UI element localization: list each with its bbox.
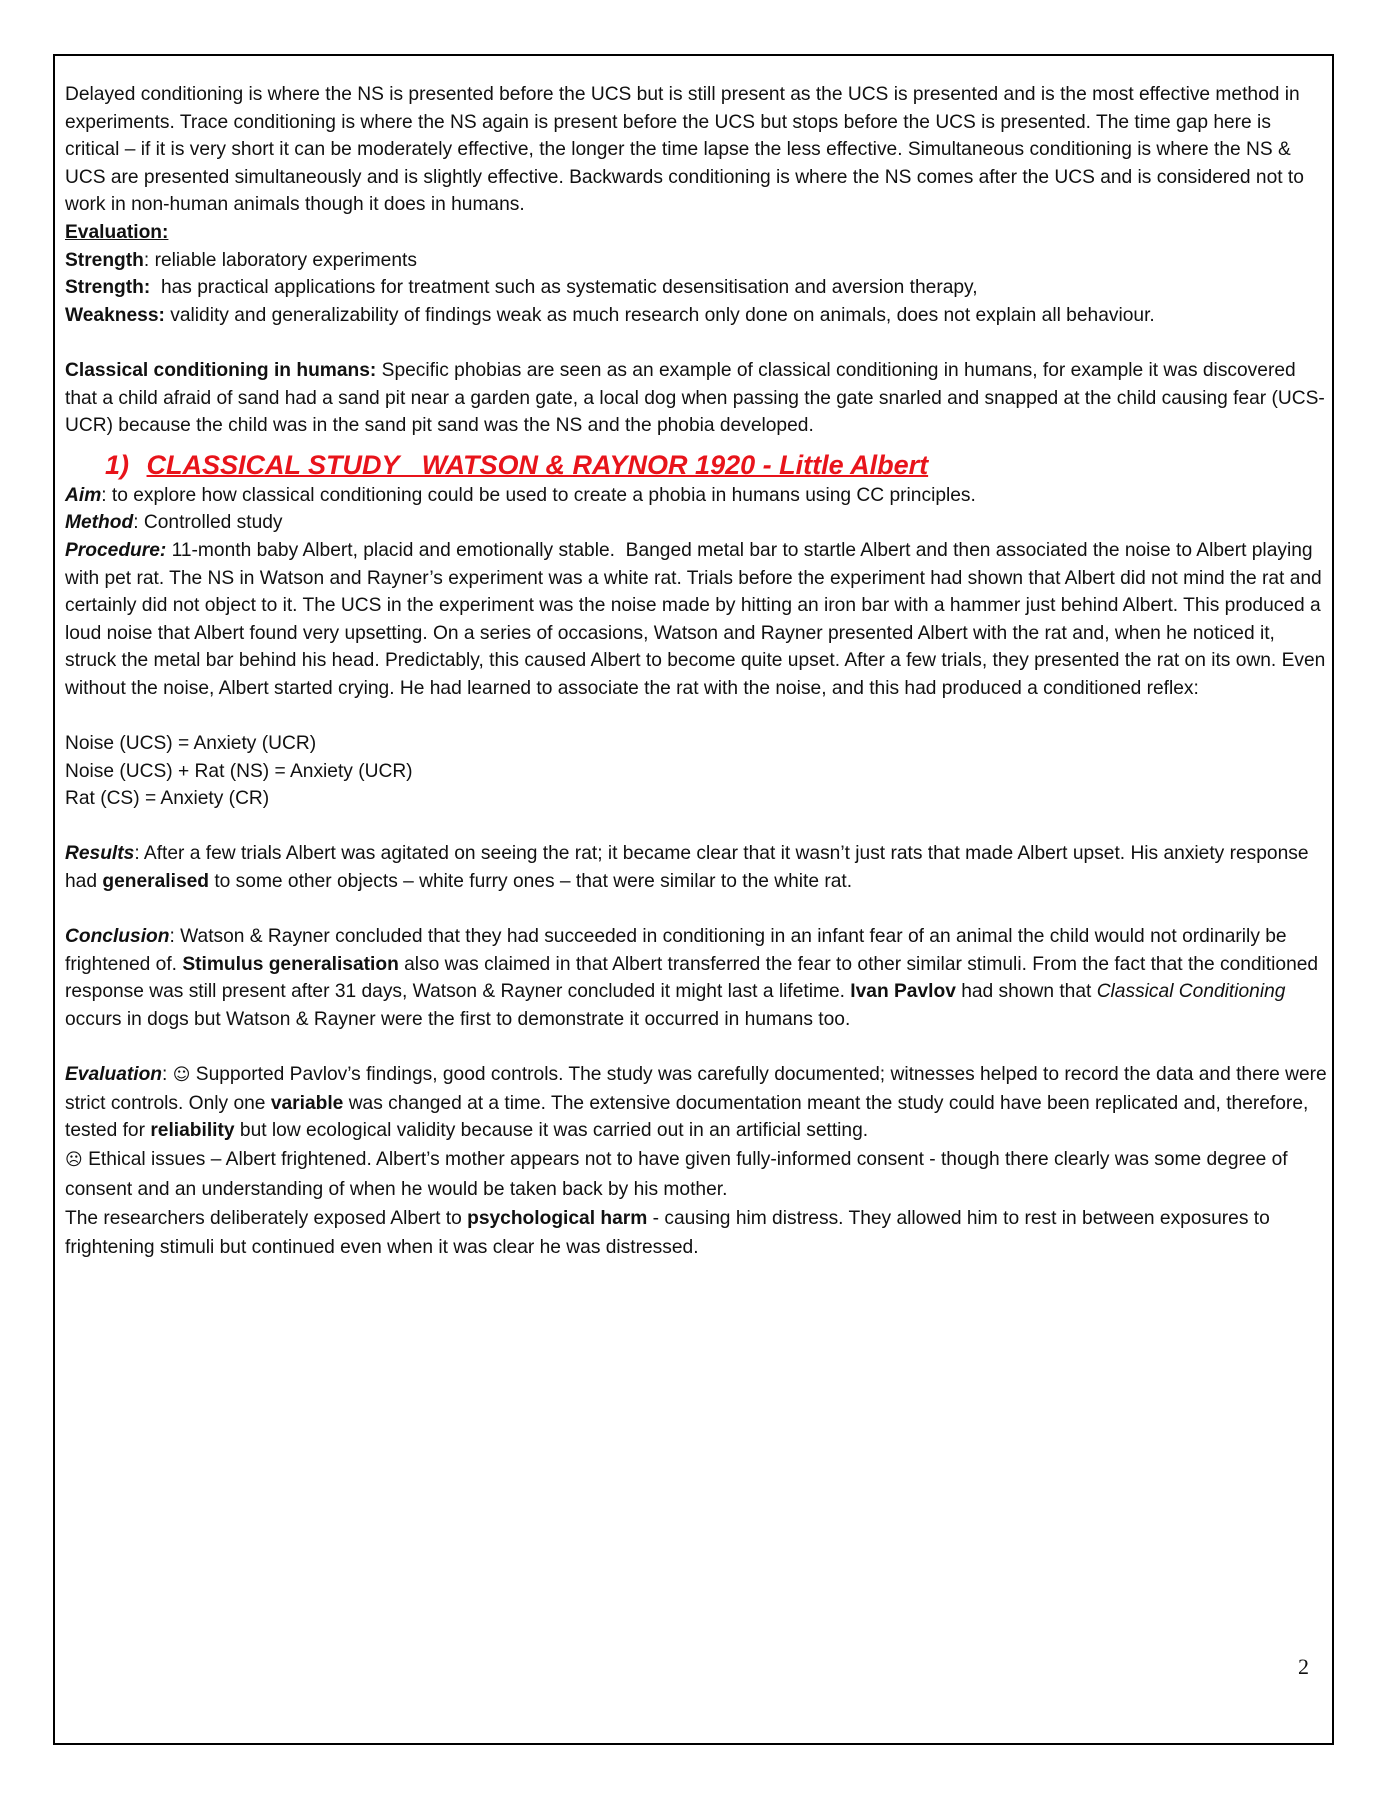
humans-text: Specific phobias are seen as an example of classical conditioning in humans, for example it was discovered that a child afraid of sand had a sand pit near a garden gate, a local dog when passing the gate snarled and snapped at the child causing fear (UCS-UCR) because the child was in the sand pit sand was the NS and the phobia developed. xyxy=(65,359,1325,437)
spacer xyxy=(65,896,1330,924)
evaluation-text: but low ecological validity because it was carried out in an artificial setting. xyxy=(234,1120,869,1142)
formula-line: Rat (CS) = Anxiety (CR) xyxy=(65,788,270,810)
conclusion-text: had shown that xyxy=(955,981,1097,1003)
evaluation-text: : xyxy=(162,1064,173,1086)
evaluation-item-text: reliable laboratory experiments xyxy=(154,249,417,271)
method-label: Method xyxy=(65,512,134,534)
evaluation-item xyxy=(65,302,1330,330)
procedure-text: 11-month baby Albert, placid and emotionally stable. Banged metal bar to startle Albert and then associated the noise to Albert playing with pet rat. The NS in Watson and Rayner’s experiment was a white rat. Trials before the experiment had shown that Albert did not mind the rat and certainly did not object to it. The UCS in the experiment was the noise made by hitting an iron bar with a hammer just behind Albert. This produced a loud noise that Albert found very upsetting. On a series of occasions, Watson and Rayner presented Albert with the rat and, when he noticed it, struck the metal bar behind his head. Predictably, this caused Albert to become quite upset. After a few trials, they presented the rat on its own. Even without the noise, Albert started crying. He had learned to associate the rat with the noise, and this had produced a conditioned reflex: xyxy=(65,539,1331,699)
study-title: CLASSICAL STUDY WATSON & RAYNOR 1920 - Little Albert xyxy=(146,449,929,480)
intro-paragraph: Delayed conditioning is where the NS is presented before the UCS but is still present as the UCS is presented and is the most effective method in experiments. Trace conditioning is where the NS again is present before the UCS but stops before the UCS is presented. The time gap here is critical – if it is very short it can be moderately effective, the longer the time lapse the less effective. Simultaneous conditioning is where the NS & UCS are presented simultaneously and is slightly effective. Backwards conditioning is where the NS comes after the UCS and is considered not to work in non-human animals though it does in humans. xyxy=(65,84,1304,216)
study-number: 1) xyxy=(105,449,130,480)
method-line xyxy=(65,509,1330,537)
results-text: : After a few trials Albert was agitated on seeing the rat; it became clear that it wasn’t just rats that made Albert upset. His anxiety response had xyxy=(65,843,1309,893)
procedure-paragraph xyxy=(65,537,1330,703)
results-label: Results xyxy=(65,843,135,865)
conclusion-italic: Classical Conditioning xyxy=(1096,981,1286,1003)
spacer xyxy=(65,329,1330,357)
aim-line xyxy=(65,482,1330,510)
harm-keyword: psychological harm xyxy=(467,1207,648,1229)
conclusion-text: also was claimed in that Albert transferred the fear to other similar stimuli. From the fact that the conditioned response was still present after 31 days, Watson & Rayner concluded it might last a lifetime. xyxy=(65,953,1319,1003)
aim-label: Aim xyxy=(65,484,102,506)
humans-paragraph xyxy=(65,357,1330,440)
spacer xyxy=(65,702,1330,730)
humans-label: Classical conditioning in humans: xyxy=(65,359,377,381)
evaluation-text: Supported Pavlov’s findings, good controls. The study was carefully documented; witnesses helped to record the data and there were strict controls. Only one xyxy=(65,1064,1327,1114)
method-text: : Controlled study xyxy=(133,512,283,534)
evaluation-item-label: Strength xyxy=(65,249,144,271)
conclusion-text: occurs in dogs but Watson & Rayner were the first to demonstrate it occurred in humans too. xyxy=(65,1009,851,1030)
formula-line: Noise (UCS) + Rat (NS) = Anxiety (UCR) xyxy=(65,760,413,782)
smile-icon: ☺ xyxy=(172,1065,191,1086)
formula-line: Noise (UCS) = Anxiety (UCR) xyxy=(65,733,317,755)
results-keyword: generalised xyxy=(102,871,210,893)
evaluation-item-label: Strength: xyxy=(65,277,151,299)
ethics-text: Ethical issues – Albert frightened. Albert’s mother appears not to have given fully-informed consent - though there clearly was some degree of consent and an understanding of when he would be taken back by his mother. xyxy=(65,1148,1288,1200)
evaluation-keyword: variable xyxy=(270,1092,344,1114)
evaluation-heading xyxy=(65,219,1330,247)
spacer xyxy=(65,1034,1330,1062)
evaluation-text: was changed at a time. The extensive documentation meant the study could have been replicated and, therefore, tested for xyxy=(65,1092,1309,1142)
spacer xyxy=(65,813,1330,841)
harm-text: - causing him distress. They allowed him to rest in between exposures to frightening stimuli but continued even when it was clear he was distressed. xyxy=(65,1207,1270,1258)
evaluation-keyword: reliability xyxy=(150,1120,235,1142)
evaluation-heading-text: Evaluation: xyxy=(65,221,169,243)
frown-icon: ☹ xyxy=(65,1149,83,1170)
conclusion-paragraph xyxy=(65,923,1330,1033)
evaluation-item-sep xyxy=(150,277,161,298)
evaluation-item-text: validity and generalizability of findings weak as much research only done on animals, does not explain all behaviour. xyxy=(170,304,1155,326)
evaluation-item-text: has practical applications for treatment such as systematic desensitisation and aversion therapy, xyxy=(160,277,978,299)
evaluation-paragraph xyxy=(65,1061,1330,1145)
procedure-label: Procedure: xyxy=(65,539,167,561)
conclusion-keyword: Ivan Pavlov xyxy=(850,981,956,1003)
evaluation-item-label: Weakness: xyxy=(65,304,165,326)
evaluation-item xyxy=(65,274,1330,302)
harm-text: The researchers deliberately exposed Albert to xyxy=(65,1207,468,1229)
harm-paragraph xyxy=(65,1204,1330,1262)
conclusion-text: : Watson & Rayner concluded that they had succeeded in conditioning in an infant fear of an animal the child would not ordinarily be frightened of. xyxy=(65,926,1287,975)
page-number: 2 xyxy=(1298,1654,1309,1679)
document-body xyxy=(65,81,1330,1262)
evaluation-item xyxy=(65,247,1330,275)
study-heading xyxy=(105,448,1330,482)
results-paragraph xyxy=(65,840,1330,895)
evaluation-label: Evaluation xyxy=(65,1064,163,1086)
results-text: to some other objects – white furry ones – that were similar to the white rat. xyxy=(209,871,853,893)
evaluation-item-sep: : xyxy=(143,249,155,271)
conclusion-keyword: Stimulus generalisation xyxy=(182,953,399,975)
ethics-paragraph xyxy=(65,1145,1330,1204)
conclusion-label: Conclusion xyxy=(65,926,170,948)
aim-text: : to explore how classical conditioning could be used to create a phobia in humans using CC principles. xyxy=(101,484,976,506)
